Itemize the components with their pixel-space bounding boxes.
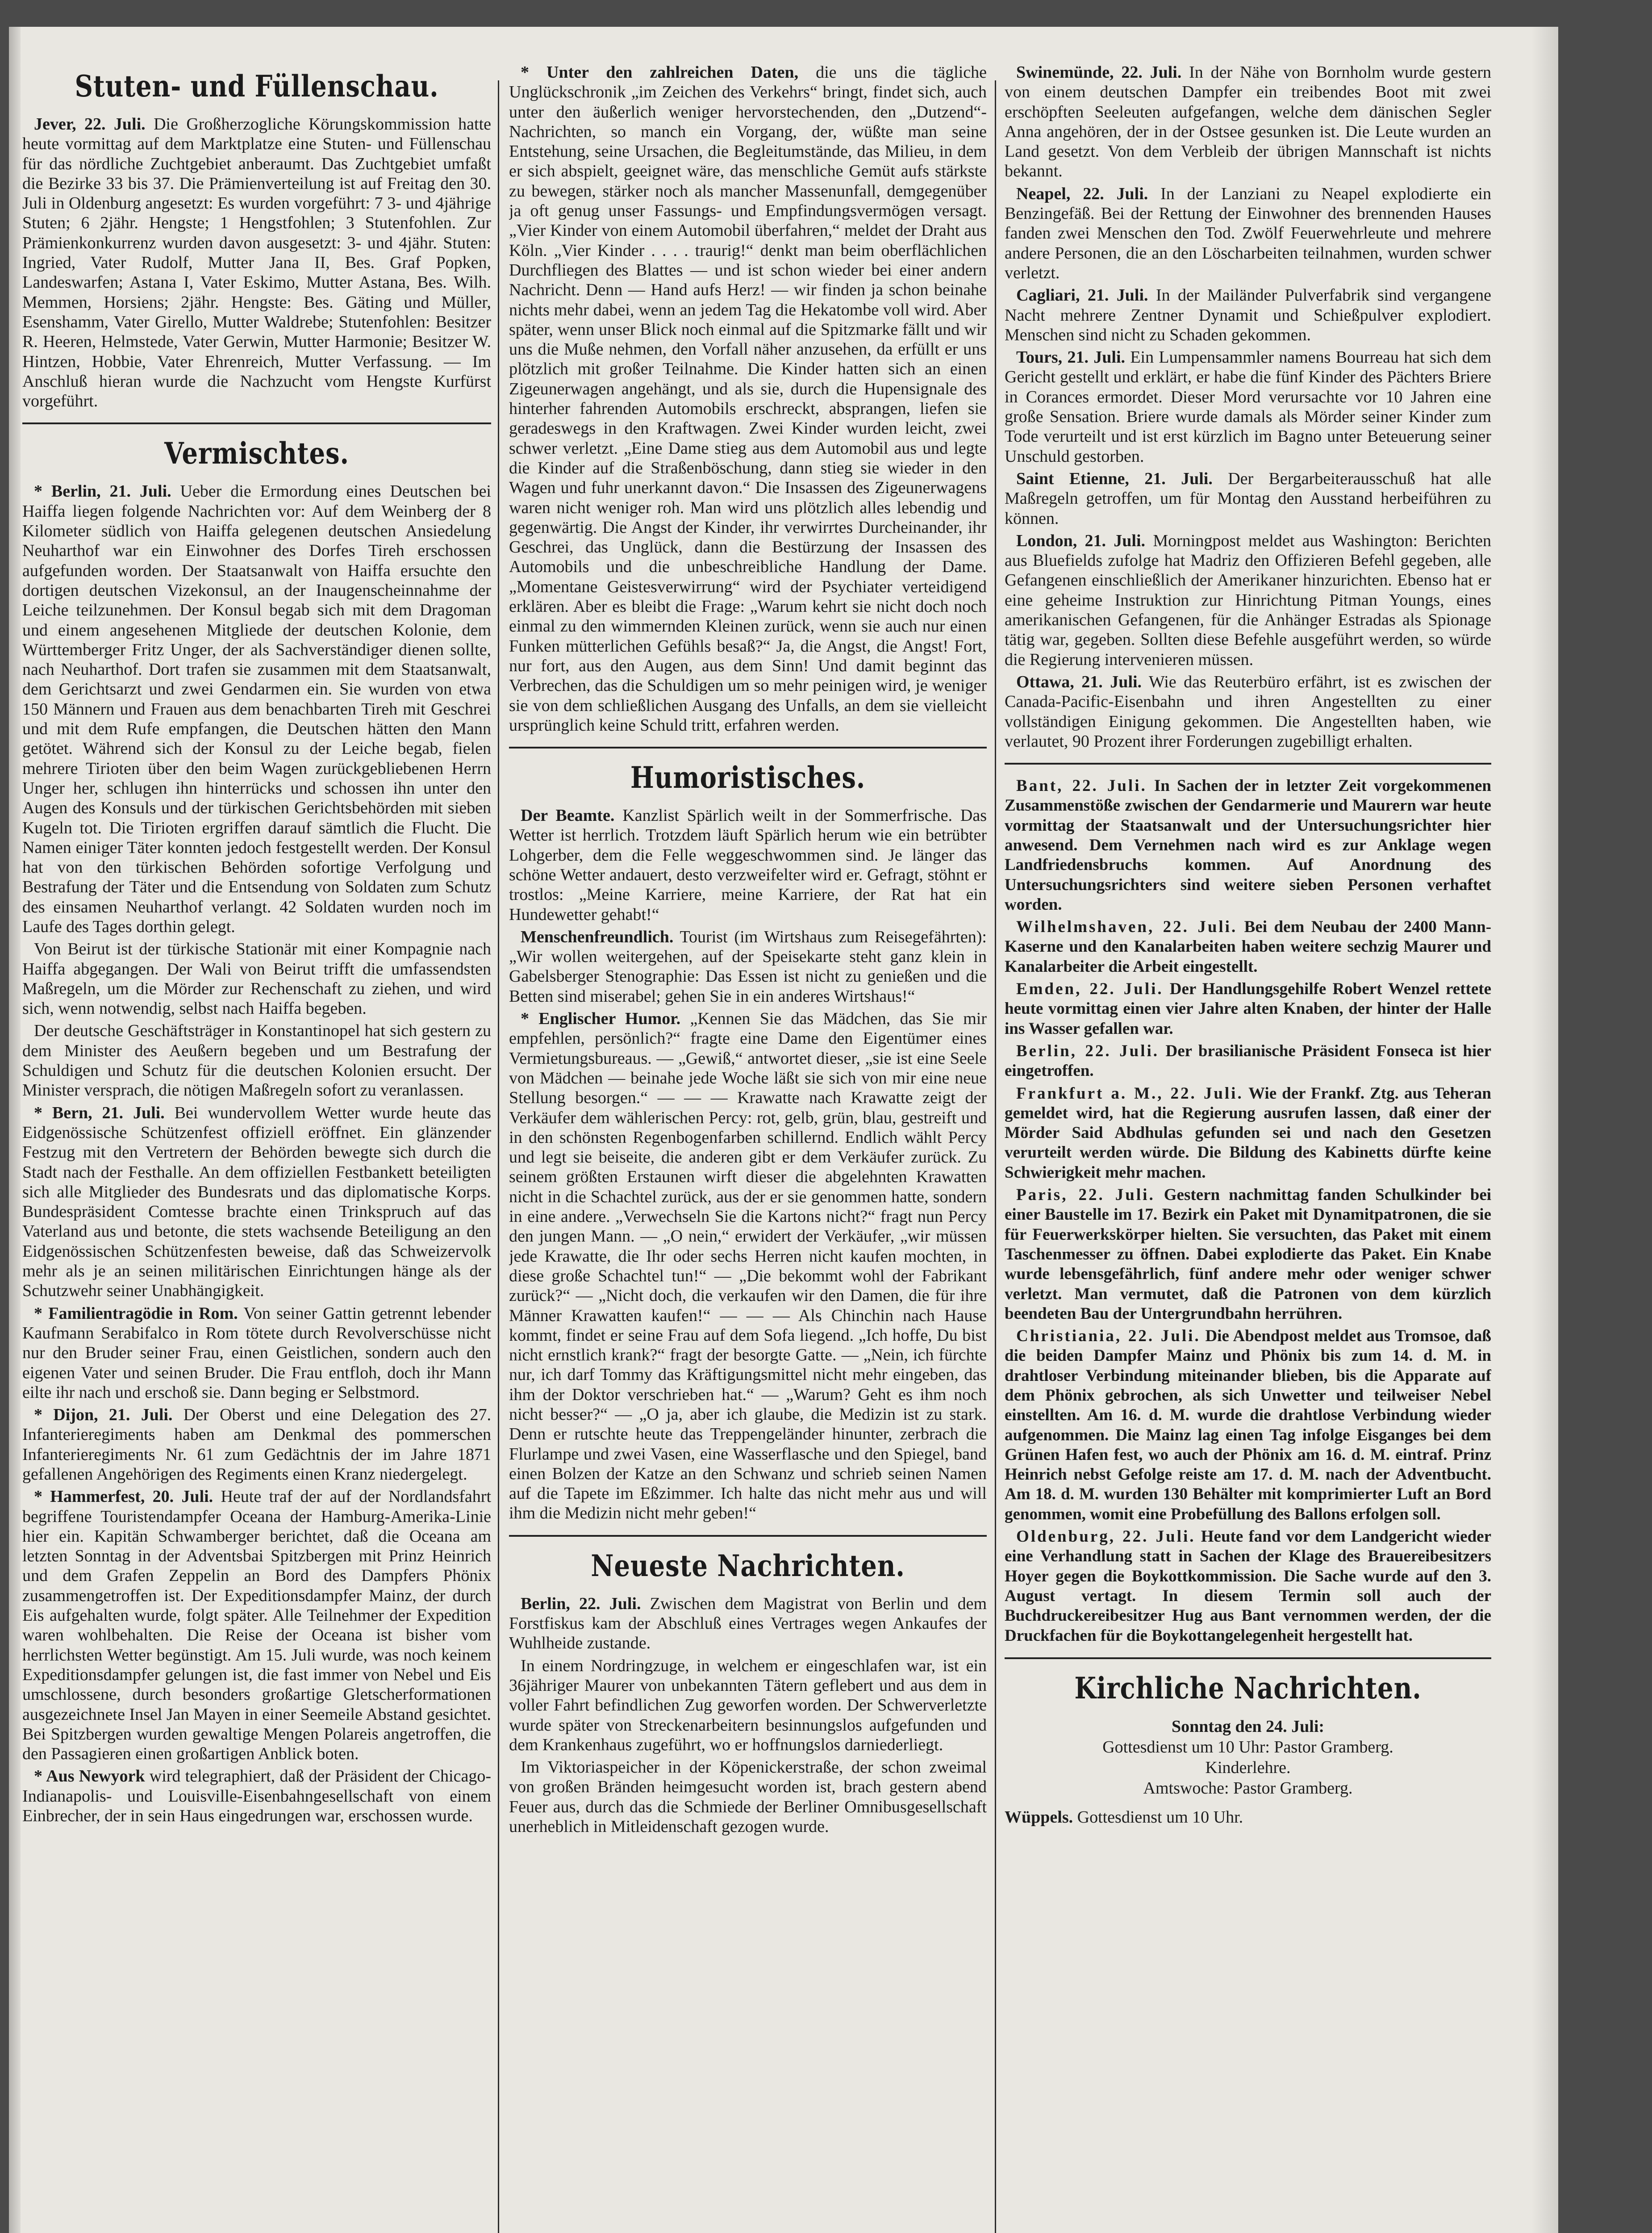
bern-article [22,1103,491,1301]
dateline: Neapel, 22. Juli. [1016,184,1148,203]
article-text: Gottesdienst um 10 Uhr. [1077,1807,1243,1827]
dateline: Saint Etienne, 21. Juli. [1016,469,1213,488]
right-column [1005,63,1491,2233]
unfall-article [509,63,987,735]
cagliari-article [1005,285,1491,345]
church-date: Sonntag den 24. Juli: [1171,1717,1325,1736]
article-text: In der Lanziani zu Neapel explodierte ein Benzingefäß. Bei der Rettung der Einwohner des brennenden Hauses fanden zwei Menschen den Tod. Zwölf Feuerwehrleute und mehrere andere Personen, die an den Löscharbeiten teilnahmen, wurden schwer verletzt. [1005,184,1491,282]
dateline: Berlin, 22. Juli. [1016,1041,1160,1060]
dateline: * Bern, 21. Juli. [34,1103,165,1122]
saint-etienne-article [1005,469,1491,528]
left-column [22,63,491,2233]
nordring-paragraph: In einem Nordringzuge, in welchem er eingeschlafen war, ist ein 36jähriger Maurer von unbekannten Tätern geflebert und aus dem in voller Fahrt befindlichen Zug geworfen worden. Der Schwerverletzte wurde später von Streckenarbeitern besinnungslos aufgefunden und dem Krankenhaus zugeführt, wo er hoffnungslos darniederliegt. [509,1656,987,1754]
konstantinopel-paragraph: Der deutsche Geschäftsträger in Konstantinopel hat sich gestern zu dem Minister des Aeußern begeben und um Bestrafung der Schuldigen und Schutz für die deutschen Kolonien ersucht. Der Minister versprach, die nötigen Maßregeln sofort zu veranlassen. [22,1021,491,1100]
article-text: Wie das Reuterbüro erfährt, ist es zwischen der Canada-Pacific-Eisenbahn und ihren Angestellten zu einer vollständigen Einigung gekommen. Die Angestellten haben, wie verlautet, 90 Prozent ihrer Forderungen zugebilligt erhalten. [1005,672,1491,751]
paris-article [1005,1185,1491,1324]
article-text: Gestern nachmittag fanden Schulkinder bei einer Baustelle im 17. Bezirk ein Paket mit Dynamitpatronen, die sie für Feuerwerkskörper hielten. Sie versuchten, das Paket mit einem Taschenmesser zu öffnen. Dabei explodierte das Paket. Ein Knabe wurde lebensgefährlich, fünf andere mehr oder weniger schwer verletzt. Man vermutet, daß die Patronen von dem kürzlich beendeten Bau der Untergrundbahn herrühren. [1005,1186,1491,1323]
church-amtswoche: Amtswoche: Pastor Gramberg. [1143,1778,1353,1798]
article-text: In der Mailänder Pulverfabrik sind vergangene Nacht mehrere Zentner Dynamit und Schießpulver explodiert. Menschen sind nicht zu Schaden gekommen. [1005,286,1491,344]
church-service: Gottesdienst um 10 Uhr: Pastor Gramberg. [1102,1737,1393,1756]
article-text: „Kennen Sie das Mädchen, das Sie mir empfehlen, persönlich?“ fragte eine Dame den Eigentümer eines Vermietungsbureaus. — „Gewiß,“ antwortet dieser, „sie ist eine Seele von Mädchen — beinahe jede Woche läßt sie sich von mir eine neue Stellung besorgen.“ — — — Krawatte nach Krawatte zeigt der Verkäufer dem wählerischen Percy: rot, gelb, grün, blau, gestreift und in den schönsten Regenbogenfarben schillernd. Endlich wählt Percy und legt sie beiseite, die anderen gibt er dem Verkäufer zurück. Zu seinem größten Erstaunen wirft dieser die abgelehnten Krawatten nicht in die Schachtel zurück, aus der er sie genommen hatte, sondern in eine andere. „Verwechseln Sie die Kartons nicht?“ fragt nun Percy den jungen Mann. — „O nein,“ erwidert der Verkäufer, „wir müssen jede Krawatte, die Ihr oder sechs Herren nicht kaufen mochten, in diese große Schachtel tun!“ — „Die bekommt wohl der Fabrikant zurück?“ — „Nicht doch, die verkaufen wir den Damen, die für ihre Männer Krawatten kaufen!“ — — — Als Chinchin nach Hause kommt, findet er seine Frau auf dem Sofa liegend. „Ich hoffe, Du bist nicht ernstlich krank?“ fragt der besorgte Gatte. — „Nein, ich fürchte nur, ich darf Tommy das Kräftigungsmittel nicht mehr eingeben, das ihm der Doktor verschrieben hat.“ — „Warum? Geht es ihm noch nicht besser?“ — „O ja, aber ich glaube, die Medizin ist zu stark. Denn er rutschte heute das Treppengeländer hinunter, zerbrach die Flurlampe und zwei Vasen, eine Wasserflasche und den Spiegel, band einen Bolzen der Katze an den Schwanz und schrieb seinen Namen auf die Tapete im Eßzimmer. Ich halte das nicht mehr aus und will ihm die Medizin nicht mehr geben!“ [509,1009,987,1523]
section-divider [509,747,987,749]
dijon-article [22,1405,491,1484]
menschenfreundlich-article [509,927,987,1006]
newspaper-page [9,27,1558,2233]
beamte-article [509,806,987,924]
dateline: Bant, 22. Juli. [1016,777,1147,795]
article-text: Bei dem Neubau der 2400 Mann-Kaserne und den Kanalarbeiten haben weitere sechzig Maurer und Kanalarbeiter die Arbeit eingestellt. [1005,918,1491,976]
vermischtes-heading: Vermischtes. [164,436,349,471]
article-text: Von seiner Gattin getrennt lebender Kaufmann Serabifalco in Rom tötete durch Revolverschüsse nicht nur den Bruder seiner Frau, einen Geistlichen, sondern auch den eigenen Vater und seinen Bruder. Die Frau entfloh, doch ihr Mann eilte ihr nach und erschoß sie. Dann beging er Selbstmord. [22,1304,491,1402]
ottawa-article [1005,672,1491,751]
dateline: * Familientragödie in Rom. [34,1304,238,1323]
stuten-article [22,114,491,411]
berlin-article [22,481,491,937]
berlin-brazil-article [1005,1041,1491,1081]
rom-article [22,1304,491,1402]
dateline: Berlin, 22. Juli. [521,1594,641,1613]
dateline: Emden, 22. Juli. [1016,980,1164,999]
section-divider [1005,1657,1491,1659]
article-text: Zwischen dem Magistrat von Berlin und dem Forstfiskus kam der Abschluß eines Vertrages wegen Ankaufes der Wuhlheide zustande. [509,1594,987,1653]
wueppels-notice [1005,1807,1491,1827]
dateline: Der Beamte. [521,806,615,825]
church-kinderlehre: Kinderlehre. [1205,1758,1291,1777]
page-spine [9,27,21,2233]
article-text: Tourist (im Wirtshaus zum Reisegefährten): „Wir wollen weitergehen, auf der Speisekarte steht ganz klein in Gabelsberger Stenographie: Das Essen ist nicht zu genießen und die Betten sind miserabel; gehen Sie in ein anderes Wirtshaus!“ [509,927,987,1006]
article-text: Wie der Frankf. Ztg. aus Teheran gemeldet wird, hat die Regierung ausrufen lassen, daß einer der Mörder Said Abdhulas gefunden sei und nach den Gesetzen verurteilt werden würde. Die Bildung des Kabinetts dürfte keine Schwierigkeit mehr machen. [1005,1084,1491,1182]
dateline: Wilhelmshaven, 22. Juli. [1016,918,1238,937]
dateline: Menschenfreundlich. [521,927,674,946]
article-text: Heute fand vor dem Landgericht wieder eine Verhandlung statt in Sachen der Klage des Brauereibesitzers Hoyer gegen die Boykottkommission. Die Sache wurde auf den 3. August vertagt. In diesem Termin soll auch der Buchdruckereibesitzer Hug aus Bant vernommen werden, der die Druckfachen für die Boykottangelegenheit hergestellt hat. [1005,1527,1491,1645]
hammerfest-article [22,1487,491,1764]
article-text: Die Abendpost meldet aus Tromsoe, daß die beiden Dampfer Mainz und Phönix bis zum 14. d. M. in drahtloser Verbindung miteinander blieben, bis die Apparate auf dem Phönix gebrochen, als sich Unwetter und teilweiser Nebel einstellten. Am 16. d. M. wurde die drahtlose Verbindung wieder aufgenommen. Die Mainz lag einen Tag infolge Eisganges bei dem Grünen Hafen fest, wo auch der Phönix am 16. d. M. eintraf. Prinz Heinrich nebst Gefolge reiste am 17. d. M. nach der Adventbucht. Am 18. d. M. wurden 130 Behälter mit komprimierter Luft an Bord genommen, womit eine Probefüllung des Ballons erfolgen soll. [1005,1327,1491,1523]
article-text: Der Handlungsgehilfe Robert Wenzel rettete heute vormittag einen vier Jahre alten Knaben, der hinter der Halle ins Wasser gefallen war. [1005,980,1491,1038]
dateline: * Aus Newyork [34,1767,145,1786]
article-text: Der brasilianische Präsident Fonseca ist hier eingetroffen. [1005,1041,1491,1080]
dateline: Oldenburg, 22. Juli. [1016,1527,1196,1546]
christiania-article [1005,1326,1491,1524]
kirchliche-nachrichten-heading: Kirchliche Nachrichten. [1074,1670,1422,1706]
local-news-block [1005,776,1491,1646]
article-text: Kanzlist Spärlich weilt in der Sommerfrische. Das Wetter ist herrlich. Trotzdem läuft Spärlich herum wie ein betrübter Lohgerber, dem die Felle weggeschwommen sind. Je länger das schöne Wetter andauert, desto verzweifelter wird er. Gefragt, stöhnt er trostlos: „Meine Karriere, meine Karriere, der Rat hat ein Hundewetter gehabt!“ [509,806,987,924]
frankfurt-article [1005,1084,1491,1183]
dateline: Jever, 22. Juli. [34,115,146,134]
dateline: Tours, 21. Juli. [1016,348,1126,367]
article-text: Der Bergarbeiterausschuß hat alle Maßregeln getroffen, um für Montag den Ausstand herbeiführen zu können. [1005,469,1491,528]
beirut-paragraph: Von Beirut ist der türkische Stationär mit einer Kompagnie nach Haiffa abgegangen. Der Wali von Beirut trifft die umfassendsten Maßregeln, um die Mörder zur Rechenschaft zu ziehen, und wird sich, wenn notwendig, selbst nach Haiffa begeben. [22,940,491,1018]
article-text: Die Großherzogliche Körungskommission hatte heute vormittag auf dem Marktplatze eine Stuten- und Füllenschau für das nördliche Zuchtgebiet anberaumt. Das Zuchtgebiet umfaßt die Bezirke 33 bis 37. Die Prämienverteilung ist auf Freitag den 30. Juli in Oldenburg angesetzt: Es wurden vorgeführt: 7 3- und 4jährige Stuten; 6 2jähr. Hengste; 1 Hengstfohlen; 3 Stutenfohlen. Zur Prämienkonkurrenz wurden davon ausgesetzt: 3- und 4jähr. Stuten: Ingried, Vater Rudolf, Mutter Jana II, Bes. Graf Popken, Landeswarfen; Astana I, Vater Eskimo, Mutter Astana, Bes. Wilh. Memmen, Horsiens; 2jähr. Hengste: Bes. Gäting und Müller, Esenshamm, Vater Girello, Mutter Waldrebe; Stutenfohlen: Besitzer R. Heeren, Helmstede, Vater Gerwin, Mutter Harmonie; Besitzer W. Hintzen, Hobbie, Vater Ehrenreich, Mutter Verfassung. — Im Anschluß hieran wurde die Nachzucht vom Hengste Kurfürst vorgeführt. [22,115,491,411]
dateline: * Englischer Humor. [521,1009,681,1029]
newyork-article [22,1766,491,1826]
tours-article [1005,347,1491,466]
article-text: die uns die tägliche Unglückschronik „im Zeichen des Verkehrs“ bringt, findet sich, auch unter den äußerlich weniger hervorstechenden, den „Dutzend“-Nachrichten, so manch ein Vorgang, der, wüßte man seine Entstehung, seine Ursachen, die Begleitumstände, das Milieu, in dem er sich abspielt, geeignet wäre, das menschliche Gemüt aufs stärkste zu bewegen, stärker noch als mancher Massenunfall, demgegenüber ja oft genug unser Fassungs- und Empfindungsvermögen versagt. „Vier Kinder von einem Automobil überfahren,“ meldet der Draht aus Köln. „Vier Kinder . . . . traurig!“ denkt man beim oberflächlichen Durchfliegen des Blattes — und ist schon wieder bei einer andern Nachricht. Denn — Hand aufs Herz! — wir finden ja schon beinahe nichts mehr dabei, wenn an jedem Tag die Hekatombe voll wird. Aber später, wenn unser Blick noch einmal auf die Spitzmarke fällt und wir uns die Muße nehmen, den Vorfall näher anzusehen, da erfüllt er uns plötzlich mit großer Teilnahme. Die Kinder hatten sich an einen Zigeunerwagen angehängt, und als sie, durch die Hupensignale des hinterher fahrenden Automobils erschreckt, absprangen, liefen sie geradeswegs in den Kraftwagen. Zwei Kinder wurden leicht, zwei schwer verletzt. „Eine Dame stieg aus dem Automobil aus und legte die Kinder auf die Straßenböschung, dann stieg sie wieder in den Wagen und fuhr unerkannt davon.“ Die Insassen des Zigeunerwagens waren nicht weniger roh. Man wird uns plötzlich alles lebendig und gegenwärtig. Die Angst der Kinder, ihr verwirrtes Durcheinander, ihr Geschrei, das Unglück, dann die Bestürzung der Insassen des Automobils und die unbeschreibliche Handlung der Dame. „Momentane Geistesverwirrung“ wird der Psychiater verteidigend erklären. Aber es bleibt die Frage: „Warum kehrt sie nicht doch noch einmal zu den wimmernden Kleinen zurück, wenn sie auch nur einen Funken mütterlichen Gefühls besaß?“ Ja, die Angst, die Angst! Fort, nur fort, aus den Augen, aus dem Sinn! Und damit beginnt das Verbrechen, das die Schuldigen um so mehr peinigen wird, je weniger sie von dem schließlichen Ausgang des Unfalls, an dem sie vielleicht ursprünglich keine Schuld tritt, erfahren werden. [509,63,987,735]
neueste-nachrichten-heading: Neueste Nachrichten. [591,1548,905,1583]
middle-column [509,63,987,2233]
englischer-humor-article [509,1009,987,1523]
section-divider [22,422,491,424]
dateline: * Hammerfest, 20. Juli. [34,1487,213,1506]
column-divider [498,80,499,2233]
viktoriaspeicher-paragraph: Im Viktoriaspeicher in der Köpenickerstraße, der schon zweimal von großen Bränden heimgesucht worden ist, brach gestern abend Feuer aus, durch das die Schmiede der Berliner Omnibusgesellschaft unerheblich in Mitleidenschaft gezogen wurde. [509,1758,987,1836]
dateline: Paris, 22. Juli. [1016,1186,1155,1204]
wilhelmshaven-article [1005,917,1491,977]
dateline: * Unter den zahlreichen Daten, [521,63,799,82]
article-text: In Sachen der in letzter Zeit vorgekommenen Zusammenstöße zwischen der Gendarmerie und Maurern war heute vormittag der Staatsanwalt und der Untersuchungsrichter hier anwesend. Dem Vernehmen nach wird es zur Anklage wegen Landfriedensbruchs kommen. Auf Anordnung des Untersuchungsrichters sind weitere sieben Personen verhaftet worden. [1005,777,1491,914]
bant-article [1005,776,1491,915]
page-edge-shadow [1531,27,1558,2233]
emden-article [1005,979,1491,1039]
dateline: Wüppels. [1005,1807,1073,1827]
article-text: Heute traf der auf der Nordlandsfahrt begriffene Touristendampfer Oceana der Hamburg-Amerika-Linie hier ein. Kapitän Schwamberger berichtet, daß die Oceana am letzten Sonntag in der Adventsbai Spitzbergen mit Prinz Heinrich und dem Grafen Zeppelin an Bord des Dampfers Phönix zusammengetroffen ist. Der Expeditionsdampfer Mainz, der durch Eis aufgehalten wurde, folgt später. Alle Teilnehmer der Expedition waren wohlbehalten. Die Reise der Oceana ist bisher vom herrlichsten Wetter begünstigt. Am 15. Juli wurde, was noch keinem Expeditionsdampfer gelungen ist, die fast immer von Nebel und Eis umschlossene, durch besonders großartige Gletscherformationen ausgezeichnete Insel Jan Mayen in einer Seemeile Abstand gesichtet. Bei Spitzbergen wurden gewaltige Mengen Polareis angetroffen, die den Passagieren einen großartigen Anblick boten. [22,1487,491,1764]
swinemuende-article [1005,63,1491,181]
oldenburg-article [1005,1527,1491,1646]
dateline: * Berlin, 21. Juli. [34,482,171,501]
dateline: Christiania, 22. Juli. [1016,1327,1201,1346]
london-article [1005,531,1491,669]
neu-berlin-article [509,1594,987,1653]
article-text: Ueber die Ermordung eines Deutschen bei Haiffa liegen folgende Nachrichten vor: Auf dem Weinberg der 8 Kilometer südlich von Haiffa gelegenen deutschen Ansiedelung Neuharthof war ein Einwohner des Dorfes Tireh erschossen aufgefunden worden. Der Staatsanwalt von Haiffa ersuchte den dortigen deutschen Vizekonsul, an der Inaugenscheinnahme der Leiche teilzunehmen. Der Konsul begab sich mit dem Dragoman und einem angesehenen Mitgliede der deutschen Kolonie, dem Württemberger Fritz Unger, der als Sachverständiger dienen sollte, nach Neuharthof. Dort trafen sie zusammen mit dem Staatsanwalt, dem Gerichtsarzt und zwei Gendarmen ein. Sie wurden von etwa 150 Männern und Frauen aus dem benachbarten Tireh mit Geschrei und mit dem Rufe empfangen, die Deutschen hätten den Mann getötet. Während sich der Konsul zu der Leiche begab, fielen mehrere Tirioten über den beim Wagen zurückgebliebenen Herrn Unger her, schlugen ihn hinterrücks und schossen ihn unter den Augen des Konsuls und der türkischen Gerichtsbehörden mit sieben Kugeln tot. Die Tirioten ergriffen darauf sämtlich die Flucht. Die Namen einiger Täter konnten jedoch festgestellt werden. Der Konsul hat von den türkischen Behörden sofortige Verfolgung und Bestrafung der Täter und die Entsendung von Soldaten zum Schutz des einsamen Neuharthof verlangt. 42 Soldaten wurden noch im Laufe des Tages dorthin gelegt. [22,482,491,936]
dateline: Ottawa, 21. Juli. [1016,672,1142,691]
article-text: Ein Lumpensammler namens Bourreau hat sich dem Gericht gestellt und erklärt, er habe die fünf Kinder des Pächters Briere in Corances ermordet. Dieser Mord verursachte vor 10 Jahren eine große Sensation. Briere wurde damals als Mörder seiner Kinder zum Tode verurteilt und ist erst kürzlich im Bagno unter Beteuerung seiner Unschuld gestorben. [1005,348,1491,466]
article-text: Morningpost meldet aus Washington: Berichten aus Bluefields zufolge hat Madriz den Offizieren Befehl gegeben, alle Gefangenen einschließlich der Amerikaner hinzurichten. Ebenso hat er eine geheime Instruktion zur Hinrichtung Pitman Youngs, eines amerikanischen Gefangenen, für die Anhänger Estradas als Spionage tätig war, gegeben. Sollten diese Befehle ausgeführt werden, so würde die Regierung intervenieren müssen. [1005,531,1491,669]
dateline: London, 21. Juli. [1016,531,1146,550]
section-divider [1005,763,1491,765]
column-divider [995,80,996,2233]
article-text: In der Nähe von Bornholm wurde gestern von einem deutschen Dampfer ein treibendes Boot mit zwei erschöpften Seeleuten aufgefangen, welche dem dänischen Segler Anna angehören, der in der Ostsee gesunken ist. Die Leute wurden an Land gesetzt. Von dem Verbleib der übrigen Mannschaft ist nichts bekannt. [1005,63,1491,181]
section-divider [509,1535,987,1537]
dateline: Frankfurt a. M., 22. Juli. [1016,1084,1243,1103]
article-text: Bei wundervollem Wetter wurde heute das Eidgenössische Schützenfest offiziell eröffnet. Ein glänzender Festzug mit den Vertretern der Behörden bewegte sich durch die Stadt nach der Festhalle. An dem offiziellen Festbankett beteiligten sich alle Mitglieder des Bundesrats und das diplomatische Korps. Bundespräsident Comtesse brachte einen Trinkspruch auf das Vaterland aus und betonte, die stets wachsende Beteiligung an den Eidgenössischen Schützenfesten beweise, daß das Schweizervolk mehr als je an seinen militärischen Einrichtungen hänge als der Schutzwehr seiner Unabhängigkeit. [22,1103,491,1300]
stuten-heading: Stuten- und Füllenschau. [75,69,439,104]
dateline: Cagliari, 21. Juli. [1016,286,1148,305]
humoristisches-heading: Humoristisches. [630,760,866,795]
article-text: Der Oberst und eine Delegation des 27. Infanterieregiments haben am Denkmal des pommerschen Infanterieregiments Nr. 61 zum Gedächtnis der im Jahre 1871 gefallenen Angehörigen des Regiments einen Kranz niedergelegt. [22,1405,491,1484]
article-text: wird telegraphiert, daß der Präsident der Chicago-Indianapolis- und Louisville-Eisenbahngesellschaft von einem Einbrecher, der in sein Haus eingedrungen war, erschossen wurde. [22,1767,491,1826]
dateline: Swinemünde, 22. Juli. [1016,63,1182,82]
dateline: * Dijon, 21. Juli. [34,1405,173,1425]
neapel-article [1005,184,1491,283]
